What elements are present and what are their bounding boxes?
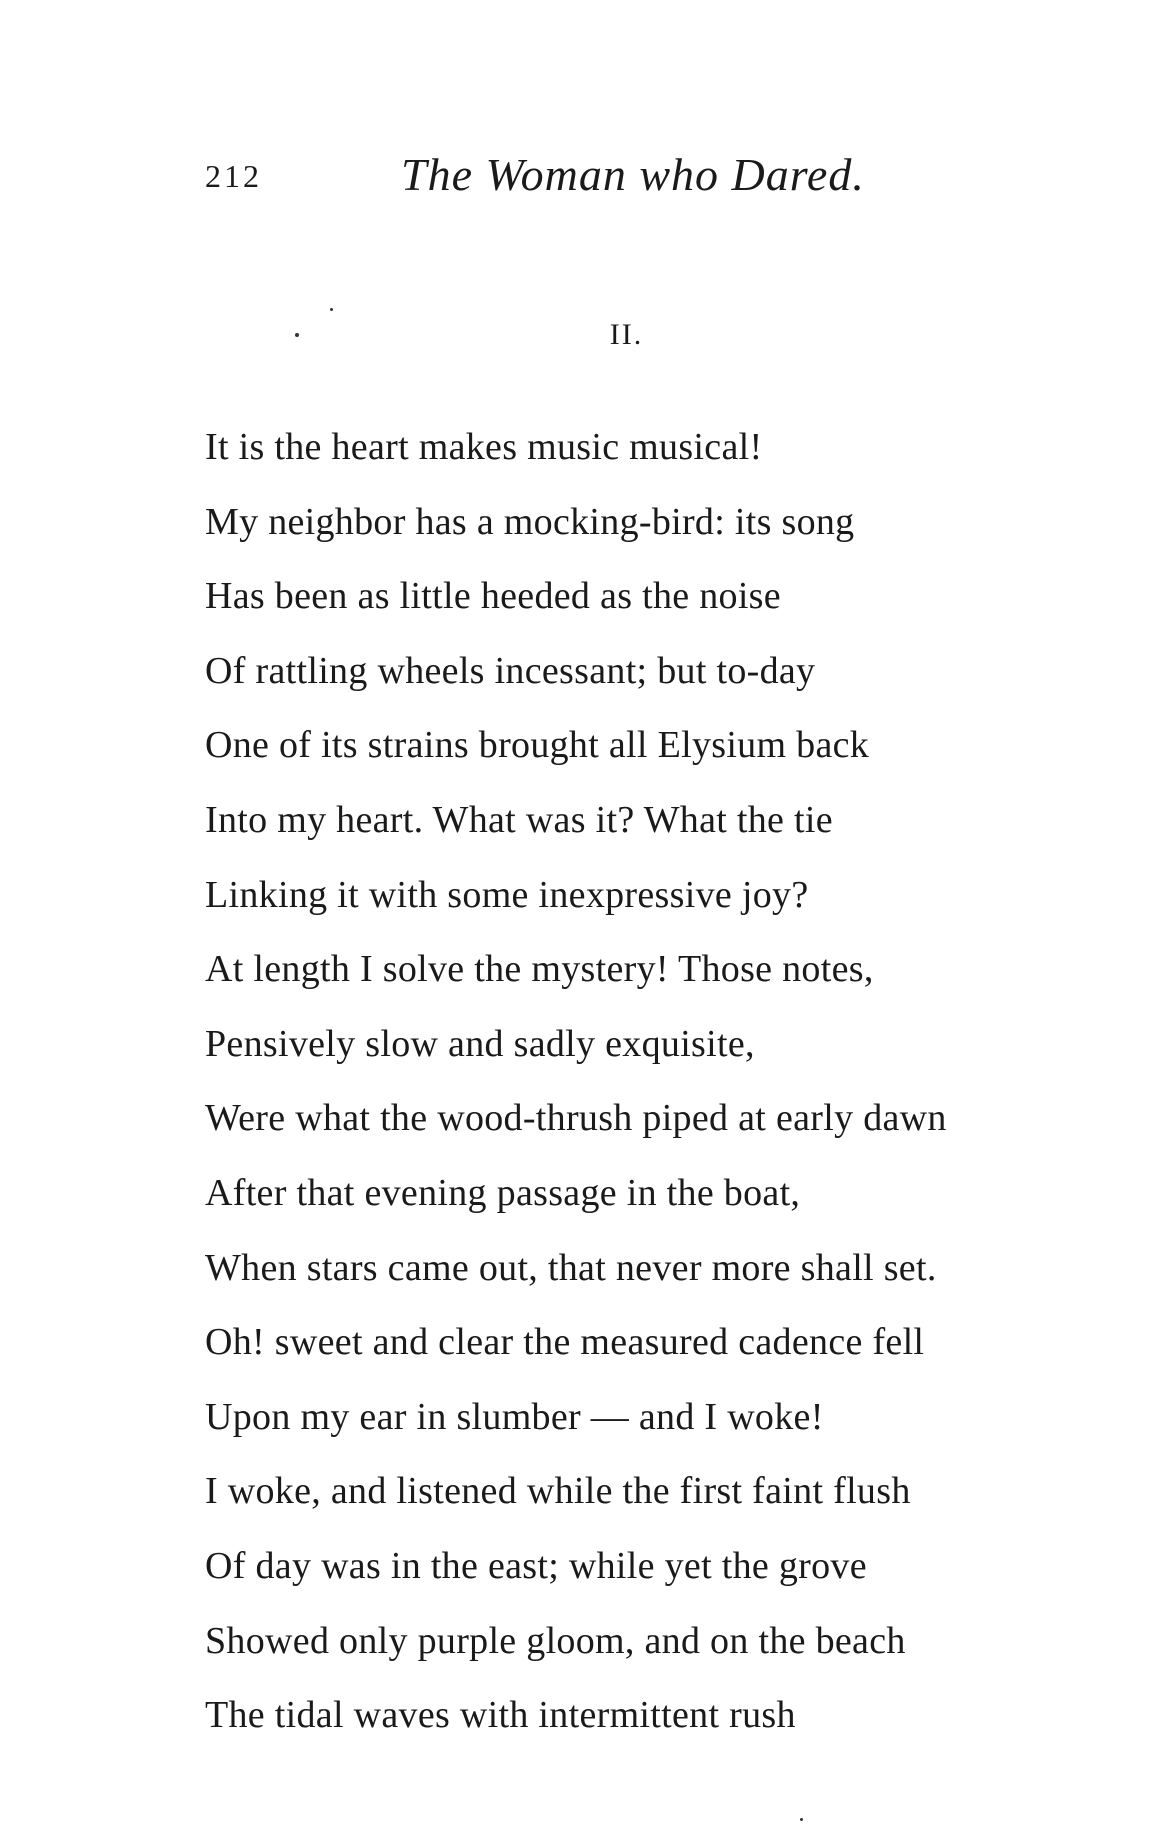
poem-line: Oh! sweet and clear the measured cadence fell (205, 1321, 925, 1364)
page-number: 212 (205, 158, 262, 194)
poem-line: It is the heart makes music musical! (205, 426, 763, 468)
poem-line: Linking it with some inexpressive joy? (205, 873, 809, 916)
poem-line: I woke, and listened while the first faint flush (205, 1470, 911, 1513)
poem-line: Of day was in the east; while yet the grove (205, 1544, 867, 1587)
page-header (205, 148, 1105, 208)
poem-line: At length I solve the mystery! Those notes, (205, 948, 874, 991)
poem-body (205, 410, 1125, 1753)
poem-line: The tidal waves with intermittent rush (205, 1694, 796, 1737)
poem-line: Pensively slow and sadly exquisite, (205, 1022, 755, 1065)
poem-line: Into my heart. What was it? What the tie (205, 798, 833, 841)
poem-line: My neighbor has a mocking-bird: its song (205, 500, 855, 543)
poem-line: When stars came out, that never more shall set. (205, 1246, 937, 1289)
poem-line: Showed only purple gloom, and on the beach (205, 1619, 906, 1662)
poem-line: After that evening passage in the boat, (205, 1171, 801, 1214)
print-speck (330, 308, 333, 311)
running-title: The Woman who Dared. (401, 149, 865, 200)
poem-line: Upon my ear in slumber — and I woke! (205, 1395, 824, 1438)
poem-line: One of its strains brought all Elysium back (205, 724, 870, 767)
poem-line: Were what the wood-thrush piped at early dawn (205, 1097, 947, 1140)
poem-line: Has been as little heeded as the noise (205, 575, 781, 618)
section-number: II. (609, 318, 644, 351)
print-speck (800, 1818, 803, 1821)
poem-line: Of rattling wheels incessant; but to-day (205, 649, 816, 692)
